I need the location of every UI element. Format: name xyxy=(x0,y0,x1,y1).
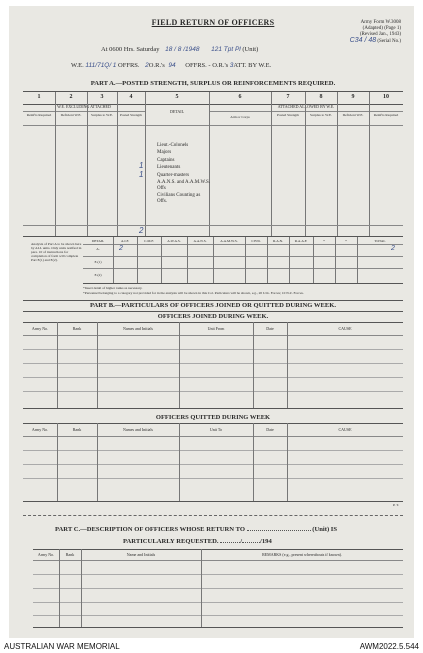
analysis-note: Analysis of Part A to be shown here by ALL units. Only units notified in para. 10 of instructions for completion of form will complete Part E(1) and E(2). xyxy=(31,242,82,262)
posted-captains: 1 xyxy=(139,161,144,170)
grid-line xyxy=(57,423,58,501)
part-b-heading: PART B.—PARTICULARS OF OFFICERS JOINED OR QUITTED DURING WEEK. xyxy=(89,302,337,309)
grid-line xyxy=(305,92,306,236)
subhead: Posted Strength xyxy=(119,113,143,117)
unit-label: (Unit) xyxy=(242,46,259,53)
part-c-col: REMARKS (e.g., present whereabouts if known). xyxy=(262,552,342,557)
ors-label: O.R.'s xyxy=(148,62,165,69)
offrs-label-2: OFFRS. xyxy=(185,62,207,69)
ors-value: 2 xyxy=(145,62,149,69)
analysis-head: R.A.A.F. xyxy=(294,239,308,243)
analysis-table xyxy=(83,237,403,283)
grid-line xyxy=(113,237,114,283)
date-slash: / xyxy=(240,538,243,545)
part-c-heading-a: PART C.—DESCRIPTION OF OFFICERS WHOSE RETURN TO xyxy=(55,526,245,533)
joined-title: OFFICERS JOINED DURING WEEK. xyxy=(157,313,269,320)
grid-line xyxy=(289,237,290,283)
part-c-year: /194 xyxy=(260,538,272,545)
rule xyxy=(33,627,403,628)
analysis-head: A.W.A.S. xyxy=(167,239,181,243)
rule xyxy=(209,111,403,112)
quitted-col: Army No. xyxy=(31,427,49,432)
part-c-col: Army No. xyxy=(37,552,55,557)
quitted-col: Date xyxy=(266,427,274,432)
date-value: 18 / 8 /194 xyxy=(165,46,196,53)
subhead: Posted Strength xyxy=(276,113,300,117)
grid-line xyxy=(55,92,56,236)
unit-blank xyxy=(247,530,311,531)
rule xyxy=(23,478,403,479)
analysis-head: A.I.F. xyxy=(121,239,129,243)
att-label: ATT. BY W.E. xyxy=(233,62,272,69)
rule xyxy=(83,256,403,257)
part-c-table xyxy=(33,549,403,627)
offrs-value: 1 xyxy=(112,62,117,69)
rule xyxy=(23,391,403,392)
analysis-head: A.A.M.W.S. xyxy=(220,239,238,243)
rule xyxy=(33,574,403,575)
joined-col: CAUSE xyxy=(338,326,352,331)
grid-line xyxy=(253,423,254,501)
we-value: 111/71Q/ xyxy=(85,62,112,69)
aif-value: 2 xyxy=(119,245,123,252)
subhead: Reinf'ts Required xyxy=(26,113,52,117)
rule xyxy=(23,111,145,112)
grid-line xyxy=(59,549,60,627)
rule xyxy=(83,268,403,269)
analysis-row-label: A. xyxy=(96,247,100,251)
grid-line xyxy=(335,237,336,283)
pto-mark: P. T. xyxy=(393,503,399,507)
grid-line xyxy=(337,92,338,236)
quitted-col: Names and Initials xyxy=(123,427,153,432)
ors2-dash: - xyxy=(208,62,211,69)
subhead: Surplus to W.E. xyxy=(91,113,113,117)
grid-line xyxy=(271,92,272,236)
subhead: Deficient W.E. xyxy=(60,113,82,117)
detail-item: Lieut.-Colonels xyxy=(157,143,189,148)
analysis-head: DETAIL xyxy=(91,239,105,243)
month-blank xyxy=(242,542,260,543)
quitted-col: CAUSE xyxy=(338,427,352,432)
col-num: 8 xyxy=(319,94,323,100)
quitted-col: Unit To xyxy=(209,427,223,432)
part-c-heading-line-1 xyxy=(55,526,337,533)
rule xyxy=(23,436,403,437)
part-c-heading-b: PARTICULARLY REQUESTED. xyxy=(123,538,219,545)
grid-line xyxy=(201,549,202,627)
footer-institution: AUSTRALIAN WAR MEMORIAL xyxy=(4,642,120,651)
rule xyxy=(23,501,403,502)
rule xyxy=(23,349,403,350)
rule xyxy=(83,283,403,284)
col-num: 9 xyxy=(351,94,355,100)
grid-line xyxy=(87,92,88,236)
analysis-head: R.A.N. xyxy=(272,239,283,243)
army-form-line: Army Form W.3008 xyxy=(360,20,401,25)
grid-line xyxy=(179,423,180,501)
serial-label: (Serial No.) xyxy=(377,39,401,44)
grid-line xyxy=(253,322,254,408)
analysis-head: * xyxy=(345,239,347,243)
subhead: Surplus to W.E. xyxy=(310,113,332,117)
rule xyxy=(23,225,403,226)
grid-line xyxy=(97,423,98,501)
detail-item: Quarter-masters xyxy=(157,172,190,178)
year-suffix: 8 xyxy=(195,46,200,53)
army-form-ref xyxy=(350,20,401,45)
rule xyxy=(33,615,403,616)
grid-line xyxy=(287,423,288,501)
serial-value: C34 / 48 xyxy=(349,37,377,44)
grid-line xyxy=(187,237,188,283)
subhead: Reinf'ts Required xyxy=(373,113,399,117)
analysis-head: C.M.F. xyxy=(144,239,154,243)
part-c-col: Rank xyxy=(65,552,75,557)
field-return-form xyxy=(23,6,403,638)
analysis-head: CIVIL xyxy=(251,239,261,243)
col-num: 1 xyxy=(37,94,41,100)
attached-allowed-header: ATTACHED ALLOWED BY W.E. xyxy=(277,104,335,109)
date-line xyxy=(101,46,258,53)
col-num: 6 xyxy=(238,94,242,100)
posted-lieutenants: 1 xyxy=(139,170,144,179)
total-value: 2 xyxy=(391,245,395,252)
grid-line xyxy=(145,92,146,236)
joined-col: Army No. xyxy=(31,326,49,331)
part-a-heading: PART A.—POSTED STRENGTH, SURPLUS OR REINFORCEMENTS REQUIRED. xyxy=(90,80,336,87)
grid-line xyxy=(267,237,268,283)
form-sheet xyxy=(9,6,414,638)
detail-item: Lieutenants xyxy=(157,165,181,171)
rule xyxy=(23,464,403,465)
detail-item: A.A.N.S. and A.A.M.W.S. Offs xyxy=(157,180,211,191)
offrs-value-2: 94 xyxy=(168,62,176,69)
analysis-head: TOTAL xyxy=(374,239,386,243)
col-num: 7 xyxy=(286,94,290,100)
joined-col: Names and Initials xyxy=(123,326,153,331)
rule xyxy=(33,588,403,589)
we-line xyxy=(71,62,271,69)
quitted-table xyxy=(23,423,403,501)
part-c-unit-is: (Unit) IS xyxy=(312,526,338,533)
joined-col: Date xyxy=(266,326,274,331)
army-form-line: (Adapted) (Page 1) xyxy=(362,26,401,31)
subhead: Arm or Corps xyxy=(230,115,250,119)
grid-line xyxy=(81,549,82,627)
joined-col: Unit From xyxy=(207,326,225,331)
rule xyxy=(23,363,403,364)
detail-item: Captains xyxy=(157,157,175,163)
joined-table xyxy=(23,322,403,408)
analysis-row-label: E.(1) xyxy=(94,260,102,264)
footnote-2: *Personnel belonging to a category not provided for in the analysis will be shown in this Col. Particulars will be shown, e.g., 20 U.K. Forces; 10 N.Z. Forces. xyxy=(83,291,304,295)
footer-accession: AWM2022.5.544 xyxy=(359,642,419,651)
analysis-head: A.A.N.S. xyxy=(193,239,207,243)
we-label: W.E. xyxy=(71,62,84,69)
col-num: 4 xyxy=(129,94,133,100)
col-num: 5 xyxy=(175,94,179,100)
footnote-1: *Insert detail of higher ranks as necessary. xyxy=(83,286,143,290)
quitted-col: Rank xyxy=(72,427,82,432)
part-c-col: Name and Initials xyxy=(126,552,156,557)
grid-line xyxy=(57,322,58,408)
quitted-title: OFFICERS QUITTED DURING WEEK xyxy=(155,414,271,421)
serial-line xyxy=(350,38,401,45)
grid-line xyxy=(313,237,314,283)
offrs-label: OFFRS. xyxy=(118,62,140,69)
grid-line xyxy=(97,322,98,408)
rule xyxy=(23,377,403,378)
grid-line xyxy=(161,237,162,283)
grid-line xyxy=(117,92,118,236)
we-excluding-header: W.E. EXCLUDING ATTACHED xyxy=(57,104,111,109)
rule xyxy=(23,335,403,336)
detail-list xyxy=(157,142,211,204)
detail-header: DETAIL xyxy=(169,109,185,114)
subhead: Deficient W.E. xyxy=(342,113,364,117)
ors2-label: O.R.'s xyxy=(212,62,229,69)
day-blank xyxy=(220,542,240,543)
unit-value: 121 Tpt Pl xyxy=(211,46,241,53)
grid-line xyxy=(179,322,180,408)
detail-item: Majors xyxy=(157,150,172,156)
att-value: 3 xyxy=(229,62,234,69)
rule xyxy=(23,311,403,312)
grid-line xyxy=(213,237,214,283)
col-num: 2 xyxy=(69,94,73,100)
cut-line xyxy=(23,515,403,516)
form-title: FIELD RETURN OF OFFICERS xyxy=(151,18,275,27)
col-num: 3 xyxy=(100,94,104,100)
rule xyxy=(33,560,403,561)
analysis-row-label: E.(2) xyxy=(94,273,102,277)
rule xyxy=(33,602,403,603)
grid-line xyxy=(137,237,138,283)
rule xyxy=(23,450,403,451)
grid-line xyxy=(357,237,358,283)
rule xyxy=(23,300,403,301)
rule xyxy=(83,244,403,245)
army-form-line: (Revised Jan., 1943) xyxy=(359,32,401,37)
detail-item: Civilians Counting as Offs. xyxy=(157,193,201,204)
rule xyxy=(23,125,403,126)
col-num: 10 xyxy=(383,94,389,100)
rule xyxy=(23,408,403,409)
posted-total: 2 xyxy=(139,226,144,235)
grid-line xyxy=(369,92,370,236)
part-c-heading-line-2 xyxy=(123,538,272,545)
analysis-head: * xyxy=(323,239,325,243)
joined-col: Rank xyxy=(72,326,82,331)
grid-line xyxy=(245,237,246,283)
grid-line xyxy=(287,322,288,408)
col-number-row xyxy=(23,92,403,104)
at-label: At 0600 Hrs. Saturday xyxy=(101,46,160,53)
